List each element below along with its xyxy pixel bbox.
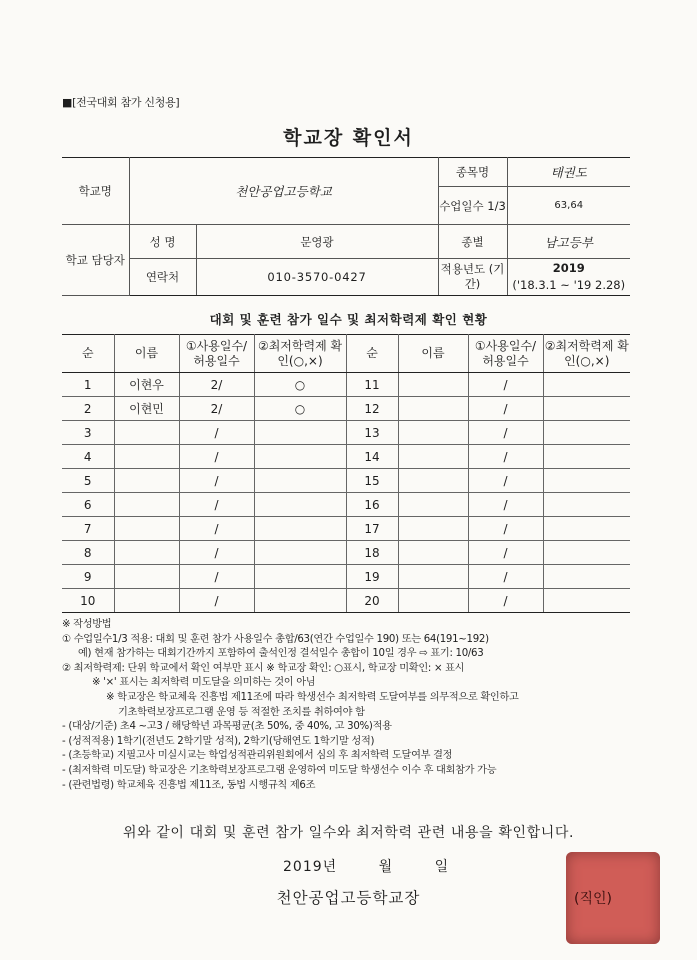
days-used: / [468, 517, 543, 541]
note-line: ※ 작성방법 [62, 619, 112, 630]
student-name [398, 421, 468, 445]
header-days: ①사용일수/ 허용일수 [468, 335, 543, 373]
days-used: / [179, 517, 254, 541]
student-name [114, 565, 179, 589]
row-number: 6 [62, 493, 114, 517]
row-number: 10 [62, 589, 114, 613]
contact-label: 연락처 [129, 259, 196, 296]
days-used: / [179, 421, 254, 445]
row-number: 11 [346, 373, 398, 397]
form-type-tag: ■[전국대회 참가 신청용] [62, 96, 180, 109]
days-used: / [179, 541, 254, 565]
student-name [114, 589, 179, 613]
document-title: 학교장 확인서 [283, 127, 414, 149]
row-number: 4 [62, 445, 114, 469]
year-value: 2019 [552, 261, 585, 275]
header-check: ②최저학력제 확인(○,×) [543, 335, 630, 373]
row-number: 15 [346, 469, 398, 493]
student-name: 이현우 [114, 373, 179, 397]
header-name: 이름 [114, 335, 179, 373]
academic-check: ○ [254, 373, 346, 397]
academic-check [543, 493, 630, 517]
table-row [62, 493, 630, 517]
school-name-value: 천안공업고등학교 [129, 158, 438, 225]
student-name [114, 541, 179, 565]
academic-check [254, 493, 346, 517]
header-check: ②최저학력제 확인(○,×) [254, 335, 346, 373]
student-name [114, 493, 179, 517]
instructions [62, 618, 642, 793]
student-name [114, 421, 179, 445]
note-line: - (관련법령) 학교체육 진흥법 제11조, 동법 시행규칙 제6조 [62, 779, 316, 791]
row-number: 20 [346, 589, 398, 613]
student-name [398, 397, 468, 421]
academic-check [254, 445, 346, 469]
row-number: 5 [62, 469, 114, 493]
days-used: / [179, 493, 254, 517]
staff-name-value: 문영광 [196, 225, 438, 259]
row-number: 8 [62, 541, 114, 565]
student-name [398, 445, 468, 469]
days-used: 2/ [179, 373, 254, 397]
staff-name-label: 성 명 [129, 225, 196, 259]
header-seq: 순 [346, 335, 398, 373]
academic-check [543, 421, 630, 445]
row-number: 7 [62, 517, 114, 541]
year-label: 적용년도 (기간) [438, 259, 507, 296]
contact-value: 010-3570-0427 [196, 259, 438, 296]
academic-check: ○ [254, 397, 346, 421]
days-used: / [179, 469, 254, 493]
academic-check [543, 445, 630, 469]
student-name [398, 517, 468, 541]
table-row [62, 397, 630, 421]
days-used: / [468, 493, 543, 517]
staff-label: 학교 담당자 [62, 225, 129, 296]
principal-signature: 천안공업고등학교장 [276, 889, 421, 907]
school-info-table [62, 157, 630, 296]
student-name [398, 373, 468, 397]
academic-check [543, 517, 630, 541]
row-number: 17 [346, 517, 398, 541]
table-row [62, 445, 630, 469]
student-name [114, 517, 179, 541]
section-subtitle: 대회 및 훈련 참가 일수 및 최저학력제 확인 현황 [209, 312, 488, 327]
academic-check [254, 421, 346, 445]
academic-check [254, 565, 346, 589]
student-name [398, 589, 468, 613]
note-line: - (최저학력 미도달) 학교장은 기초학력보장프로그램 운영하여 미도달 학생선수 이수 후 대회참가 가능 [62, 764, 497, 776]
days-used: / [468, 421, 543, 445]
academic-check [543, 469, 630, 493]
confirmation-text: 위와 같이 대회 및 훈련 참가 일수와 최저학력 관련 내용을 확인합니다. [122, 825, 575, 841]
year-value-cell [507, 259, 630, 296]
note-line: 예) 현재 참가하는 대회기간까지 포함하여 출석인정 결석일수 총합이 10일 경우 ⇨ 표기: 10/63 [78, 648, 484, 660]
table-row [62, 589, 630, 613]
student-name [114, 469, 179, 493]
days-used: / [468, 397, 543, 421]
header-days: ①사용일수/ 허용일수 [179, 335, 254, 373]
table-row [62, 373, 630, 397]
days-used: / [468, 373, 543, 397]
student-name [398, 493, 468, 517]
academic-check [254, 541, 346, 565]
category-label: 종별 [438, 225, 507, 259]
date-day: 일 [434, 859, 450, 875]
student-name [398, 541, 468, 565]
academic-check [254, 469, 346, 493]
header-name: 이름 [398, 335, 468, 373]
academic-check [543, 397, 630, 421]
header-seq: 순 [62, 335, 114, 373]
table-row [62, 469, 630, 493]
participation-table [62, 334, 630, 613]
days-used: / [468, 541, 543, 565]
academic-check [543, 373, 630, 397]
row-number: 12 [346, 397, 398, 421]
row-number: 13 [346, 421, 398, 445]
days-used: / [468, 565, 543, 589]
row-number: 14 [346, 445, 398, 469]
academic-check [254, 517, 346, 541]
academic-check [543, 565, 630, 589]
signature-date [283, 856, 449, 876]
date-year: 2019년 [283, 859, 338, 875]
class-days-value: 63,64 [507, 187, 630, 225]
row-number: 3 [62, 421, 114, 445]
row-number: 2 [62, 397, 114, 421]
row-number: 1 [62, 373, 114, 397]
sport-label: 종목명 [438, 158, 507, 187]
row-number: 16 [346, 493, 398, 517]
days-used: / [468, 589, 543, 613]
row-number: 19 [346, 565, 398, 589]
table-row [62, 421, 630, 445]
days-used: / [468, 445, 543, 469]
note-line: ※ '×' 표시는 최저학력 미도달을 의미하는 것이 아님 [92, 677, 316, 689]
note-line: 기초학력보장프로그램 운영 등 적절한 조치를 취하여야 함 [118, 706, 365, 718]
student-name [398, 565, 468, 589]
academic-check [543, 541, 630, 565]
seal-label: (직인) [574, 891, 612, 907]
student-name [114, 445, 179, 469]
student-name [398, 469, 468, 493]
note-line: ※ 학교장은 학교체육 진흥법 제11조에 따라 학생선수 최저학력 도달여부를 의무적으로 확인하고 [106, 691, 519, 703]
table-row [62, 517, 630, 541]
student-name: 이현민 [114, 397, 179, 421]
days-used: / [179, 445, 254, 469]
days-used: / [179, 589, 254, 613]
table-row [62, 565, 630, 589]
date-month: 월 [378, 859, 394, 875]
days-used: / [179, 565, 254, 589]
academic-check [254, 589, 346, 613]
class-days-label: 수업일수 1/3 [438, 187, 507, 225]
note-line: - (대상/기준) 초4 ~고3 / 해당학년 과목평균(초 50%, 중 40%, 고 30%)적용 [62, 721, 392, 733]
days-used: / [468, 469, 543, 493]
row-number: 18 [346, 541, 398, 565]
note-line: ② 최저학력제: 단위 학교에서 확인 여부만 표시 ※ 학교장 확인: ○표시, 학교장 미확인: × 표시 [62, 662, 465, 674]
note-line: - (성적적용) 1학기(전년도 2학기말 성적), 2학기(당해연도 1학기말 성적) [62, 735, 375, 747]
days-used: 2/ [179, 397, 254, 421]
category-value: 남고등부 [507, 225, 630, 259]
year-period: ('18.3.1 ~ '19 2.28) [512, 278, 626, 292]
sport-value: 태권도 [507, 158, 630, 187]
note-line: ① 수업일수1/3 적용: 대회 및 훈련 참가 사용일수 총합/63(연간 수업일수 190) 또는 64(191~192) [62, 633, 489, 645]
academic-check [543, 589, 630, 613]
table-row [62, 541, 630, 565]
note-line: - (초등학교) 지필고사 미실시교는 학업성적관리위원회에서 심의 후 최저학력 도달여부 결정 [62, 750, 453, 762]
row-number: 9 [62, 565, 114, 589]
school-name-label: 학교명 [62, 158, 129, 225]
